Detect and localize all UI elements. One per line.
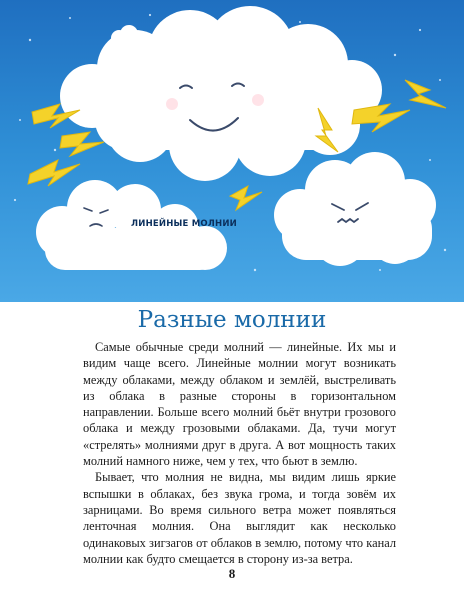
paragraph: Самые обычные среди молний — линейные. Их мы и видим чаще всего. Линейные молнии могут возникать между облаками, между облаком и землёй, выстреливать из облака в разные стороны в горизонтальном направлении. Больше всего молний бьёт внутри грозового облака и между грозовыми облаками. Да, тучи могут «стрелять» молниями друг в друга. А вот мощность таких молний намного ниже, чем у тех, что бьют в землю. [83,340,396,469]
body-text [83,339,396,567]
section-title: Разные молнии [137,307,327,333]
illustration-caption: ЛИНЕЙНЫЕ МОЛНИИ [131,219,237,229]
paragraph: Бывает, что молния не видна, мы видим лишь яркие вспышки в облаках, без звука грома, и тогда зовём их зарницами. Во время сильного ветра может появляться ленточная молния. Она выглядит как несколько одинаковых зигзагов от облаков в землю, потому что канал молнии как будто смещается в сторону из-за ветра. [83,470,396,566]
page-number: 8 [228,566,236,581]
lightning-illustration [0,0,464,302]
